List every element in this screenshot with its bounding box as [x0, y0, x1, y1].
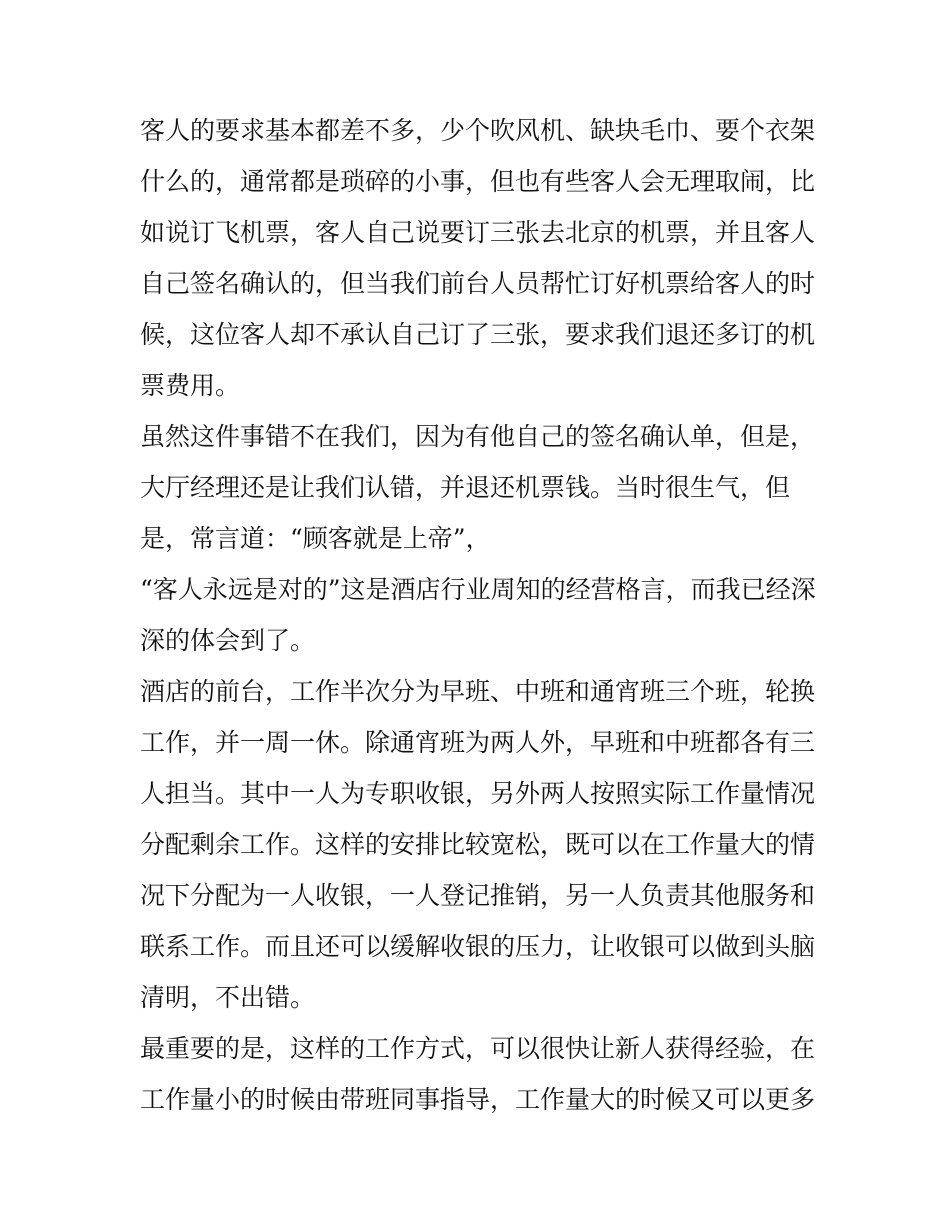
- text-line: 深的体会到了。: [140, 626, 316, 655]
- text-line: 况下分配为一人收银，一人登记推销，另一人负责其他服务和: [140, 881, 816, 910]
- text-line: 人担当。其中一人为专职收银，另外两人按照实际工作量情况: [140, 779, 816, 808]
- text-line: 自己签名确认的，但当我们前台人员帮忙订好机票给客人的时: [140, 269, 816, 298]
- text-line: 客人的要求基本都差不多，少个吹风机、缺块毛巾、要个衣架: [140, 116, 816, 145]
- text-line: 虽然这件事错不在我们，因为有他自己的签名确认单，但是，: [140, 422, 816, 451]
- text-line: “客人永远是对的”这是酒店行业周知的经营格言，而我已经深: [140, 575, 816, 604]
- text-line: 如说订飞机票，客人自己说要订三张去北京的机票，并且客人: [140, 218, 816, 247]
- text-line: 票费用。: [140, 371, 241, 400]
- text-line: 最重要的是，这样的工作方式，可以很快让新人获得经验，在: [140, 1034, 816, 1063]
- text-line: 大厅经理还是让我们认错，并退还机票钱。当时很生气，但: [140, 473, 791, 502]
- text-line: 清明，不出错。: [140, 983, 316, 1012]
- text-line: 是，常言道：“顾客就是上帝”，: [140, 524, 491, 553]
- text-line: 工作，并一周一休。除通宵班为两人外，早班和中班都各有三: [140, 728, 816, 757]
- text-line: 联系工作。而且还可以缓解收银的压力，让收银可以做到头脑: [140, 932, 816, 961]
- text-line: 酒店的前台，工作半次分为早班、中班和通宵班三个班，轮换: [140, 677, 816, 706]
- text-line: 候，这位客人却不承认自己订了三张，要求我们退还多订的机: [140, 320, 816, 349]
- document-body: [140, 105, 830, 1125]
- text-line: 分配剩余工作。这样的安排比较宽松，既可以在工作量大的情: [140, 830, 816, 859]
- text-line: 什么的，通常都是琐碎的小事，但也有些客人会无理取闹，比: [140, 167, 816, 196]
- text-line: 工作量小的时候由带班同事指导，工作量大的时候又可以更多: [140, 1085, 816, 1114]
